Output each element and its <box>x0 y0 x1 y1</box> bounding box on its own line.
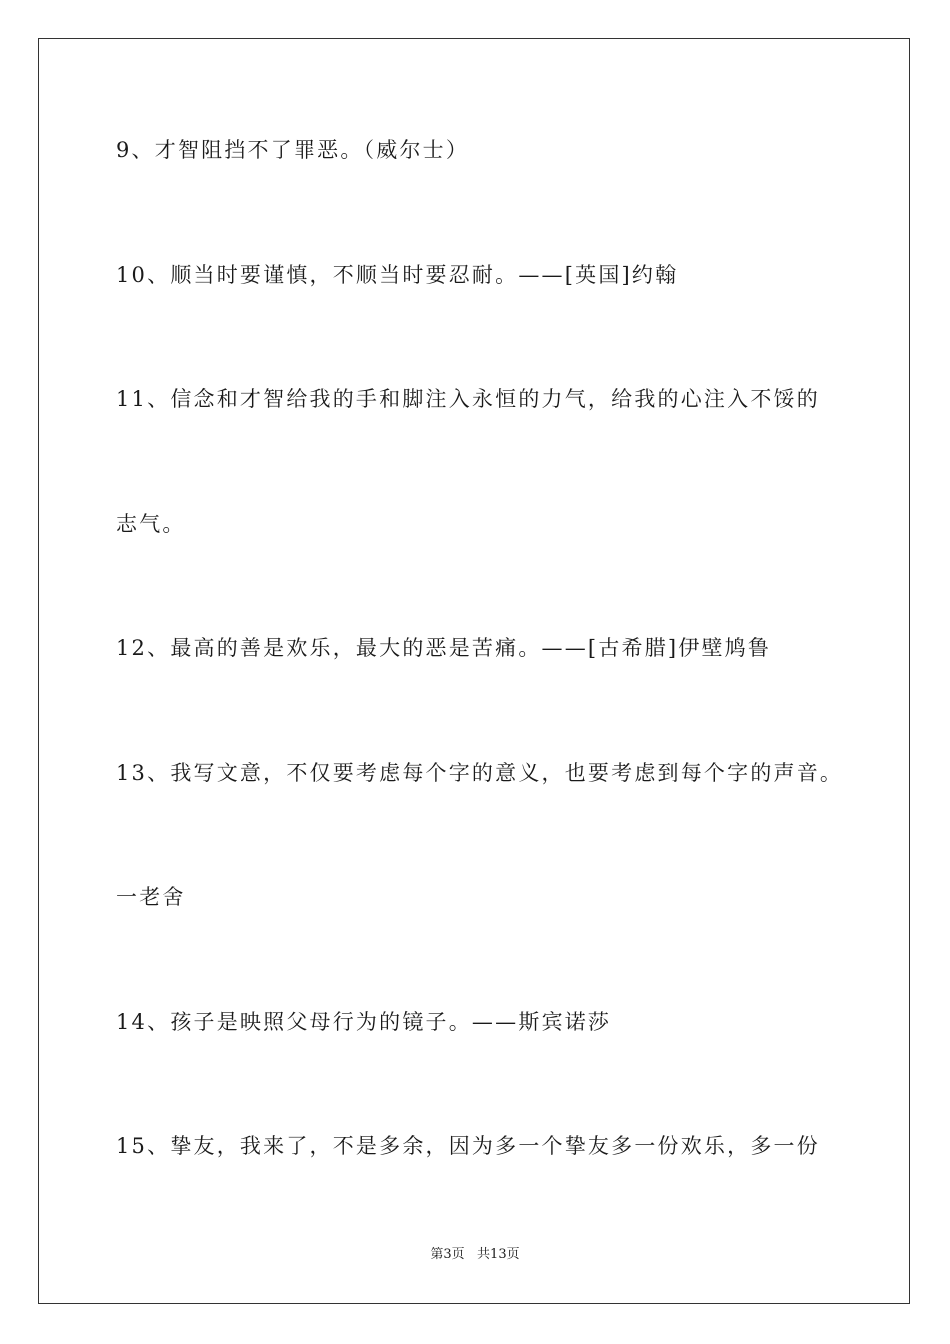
quote-line-11: 11、信念和才智给我的手和脚注入永恒的力气，给我的心注入不馁的 <box>116 387 820 411</box>
quote-line-15: 15、挚友，我来了，不是多余，因为多一个挚友多一份欢乐，多一份 <box>116 1134 820 1158</box>
quote-line-14: 14、孩子是映照父母行为的镜子。——斯宾诺莎 <box>116 1010 612 1034</box>
quote-line-11-continued: 志气。 <box>116 512 186 536</box>
quote-line-12: 12、最高的善是欢乐，最大的恶是苦痛。——[古希腊]伊壁鸠鲁 <box>116 636 772 660</box>
quote-line-9: 9、才智阻挡不了罪恶。（威尔士） <box>116 138 470 162</box>
page-border <box>38 38 910 1304</box>
page-number-footer: 第3页 共13页 <box>430 1247 520 1262</box>
quote-line-13: 13、我写文意，不仅要考虑每个字的意义，也要考虑到每个字的声音。 <box>116 761 844 785</box>
quote-line-10: 10、顺当时要谨慎，不顺当时要忍耐。——[英国]约翰 <box>116 263 679 287</box>
quote-line-13-attribution: 一老舍 <box>116 885 186 909</box>
